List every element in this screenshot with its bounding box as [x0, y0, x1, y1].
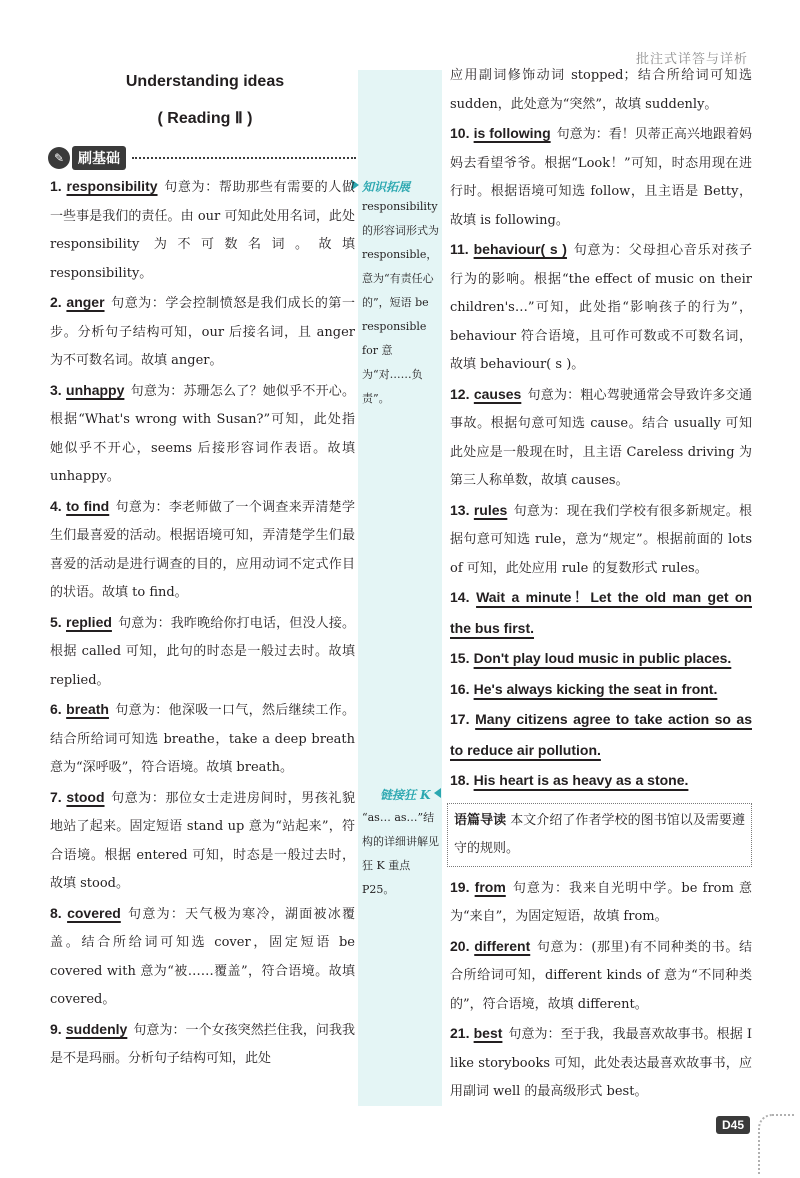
arrow-left-icon — [434, 788, 441, 798]
list-item — [50, 1015, 355, 1074]
item-explanation: 句意为：那位女士走进房间时，男孩礼貌地站了起来。固定短语 stand up 意为“站起来”，符合语境。根据 entered 可知，时态是一般过去时，故填 stood。 — [50, 790, 355, 891]
item-number: 18. — [450, 772, 470, 788]
page-number: D45 — [716, 1116, 750, 1134]
item-answer: different — [474, 937, 531, 954]
item-number: 20. — [450, 937, 470, 954]
item-number: 21. — [450, 1025, 470, 1041]
sentence-answer: He's always kicking the seat in front. — [473, 680, 718, 697]
sentence-answer: His heart is as heavy as a stone. — [473, 772, 689, 788]
item-number: 3. — [50, 381, 62, 398]
item-explanation: 句意为：看！贝蒂正高兴地跟着妈妈去看望爷爷。根据“Look！”可知，时态用现在进行时。根据语境可知选 follow，且主语是 Betty，故填 is following。 — [450, 127, 752, 228]
passage-guide — [447, 803, 752, 867]
item-explanation: 句意为：粗心驾驶通常会导致许多交通事故。根据句意可知选 cause。结合 usually 可知此处应是一般现在时，且主语 Careless driving 为第三人称单数，故填 causes。 — [450, 387, 752, 488]
item-answer: causes — [473, 385, 522, 402]
sentence-item — [450, 583, 752, 644]
sentence-answer: Don't play loud music in public places. — [473, 650, 732, 666]
sentence-item — [450, 766, 752, 797]
list-item — [450, 119, 752, 235]
item-explanation: 句意为：李老师做了一个调查来弄清楚学生们最喜爱的活动。根据语境可知，弄清楚学生们最喜爱的活动是进行调查的目的，应用动词不定式作目的状语。故填 to find。 — [50, 499, 355, 600]
section-label: 刷基础 — [72, 146, 126, 170]
item-answer: to find — [66, 497, 110, 514]
item-answer: suddenly — [65, 1020, 128, 1037]
list-item — [50, 376, 355, 492]
item-number: 8. — [50, 904, 62, 921]
page-title: Understanding ideas — [125, 73, 285, 90]
item-answer: from — [474, 878, 506, 895]
item-number: 6. — [50, 701, 62, 717]
left-column — [50, 172, 355, 1074]
item-answer: behaviour( s ) — [473, 241, 567, 257]
section-header — [48, 145, 356, 171]
header-tag: 批注式详答与详析 — [635, 52, 748, 67]
item-continuation: 应用副词修饰动词 stopped；结合所给词可知选 sudden，此处意为“突然”，故填 suddenly。 — [450, 68, 752, 112]
item-explanation: 句意为：天气极为寒冷，湖面被冰覆盖。结合所给词可知选 cover，固定短语 be covered with 意为“被……覆盖”，符合语境。故填 covered。 — [50, 906, 355, 1007]
item-number: 17. — [450, 711, 470, 727]
item-number: 7. — [50, 788, 62, 805]
item-number: 12. — [450, 385, 470, 402]
list-item — [450, 932, 752, 1020]
sentence-answer: Wait a minute！Let the old man get on the bus first. — [450, 589, 752, 636]
item-answer: unhappy — [66, 381, 125, 398]
note-label-link: 链接狂 K — [380, 788, 431, 802]
item-explanation: 句意为：父母担心音乐对孩子行为的影响。根据“the effect of music on their children's…”可知，此处指“影响孩子的行为”，behaviour 符合语境，且可作可数或不可数名词，故填 behaviour( s )。 — [450, 243, 752, 372]
item-answer: replied — [66, 613, 112, 630]
note-knowledge: responsibility 的形容词形式为 responsible，意为“有责任心的”，短语 be responsible for 意为“对……负责”。 — [362, 200, 439, 405]
item-number: 2. — [50, 294, 62, 310]
sentence-item — [450, 644, 752, 675]
list-item — [50, 172, 355, 288]
guide-label: 语篇导读 — [454, 812, 507, 828]
item-number: 15. — [450, 650, 470, 666]
item-explanation: 句意为：现在我们学校有很多新规定。根据句意可知选 rule，意为“规定”。根据前面的 lots of 可知，此处应用 rule 的复数形式 rules。 — [450, 503, 752, 576]
page-subtitle: ( Reading Ⅱ ) — [157, 110, 253, 127]
note-label-knowledge: 知识拓展 — [362, 180, 411, 194]
list-item — [50, 608, 355, 696]
list-item — [50, 695, 355, 783]
list-item — [450, 873, 752, 932]
list-item — [450, 380, 752, 496]
item-number: 13. — [450, 501, 470, 518]
list-item — [50, 899, 355, 1015]
sentence-item — [450, 705, 752, 766]
list-item — [50, 783, 355, 899]
item-number: 16. — [450, 680, 470, 697]
item-explanation: 句意为：苏珊怎么了？她似乎不开心。根据“What's wrong with Susan?”可知，此处指她似乎不开心，seems 后接形容词作表语。故填 unhappy。 — [50, 383, 355, 484]
section-divider — [132, 157, 356, 159]
guide-text: 本文介绍了作者学校的图书馆以及需要遵守的规则。 — [454, 812, 745, 856]
item-number: 14. — [450, 589, 470, 605]
item-answer: responsibility — [66, 178, 158, 194]
brush-icon: ✎ — [48, 147, 70, 169]
corner-decoration — [758, 1114, 794, 1174]
list-item — [450, 235, 752, 380]
item-explanation: 句意为：他深吸一口气，然后继续工作。结合所给词可知选 breathe，take a deep breath 意为“深呼吸”，符合语境。故填 breath。 — [50, 703, 355, 775]
item-number: 5. — [50, 613, 62, 630]
right-column — [450, 62, 752, 1107]
item-answer: stood — [66, 788, 105, 805]
item-answer: covered — [67, 904, 121, 921]
item-explanation: 句意为：学会控制愤怒是我们成长的第一步。分析句子结构可知，our 后接名词，且 anger 为不可数名词。故填 anger。 — [50, 296, 355, 368]
item-answer: breath — [66, 701, 109, 717]
item-explanation: 句意为：(那里)有不同种类的书。结合所给词可知，different kinds of 意为“不同种类的”，符合语境，故填 different。 — [450, 939, 752, 1012]
item-explanation: 句意为：一个女孩突然拦住我，问我我是不是玛丽。分析句子结构可知，此处 — [50, 1022, 355, 1066]
item-explanation: 句意为：我来自光明中学。be from 意为“来自”，为固定短语，故填 from。 — [450, 880, 752, 924]
sentence-answer: Many citizens agree to take action so as to reduce air pollution. — [450, 711, 752, 758]
item-number: 9. — [50, 1020, 62, 1037]
item-number: 1. — [50, 178, 62, 194]
item-explanation: 句意为：帮助那些有需要的人做一些事是我们的责任。由 our 可知此处用名词，此处 responsibility 为不可数名词。故填 responsibility。 — [50, 180, 355, 281]
item-number: 10. — [450, 125, 470, 141]
list-item — [50, 492, 355, 608]
item-number: 19. — [450, 878, 470, 895]
item-number: 4. — [50, 497, 62, 514]
item-answer: is following — [473, 125, 551, 141]
sidebar-notes — [358, 70, 442, 1106]
item-number: 11. — [450, 241, 469, 257]
item-explanation: 句意为：我昨晚给你打电话，但没人接。根据 called 可知，此句的时态是一般过去时。故填 replied。 — [50, 615, 355, 688]
item-explanation: 句意为：至于我，我最喜欢故事书。根据 I like storybooks 可知，此处表达最喜欢故事书，应用副词 well 的最高级形式 best。 — [450, 1027, 752, 1099]
list-item — [450, 496, 752, 584]
item-answer: best — [473, 1025, 503, 1041]
list-item — [50, 288, 355, 376]
item-answer: rules — [473, 501, 508, 518]
item-answer: anger — [66, 294, 105, 310]
list-item — [450, 1019, 752, 1107]
sentence-item — [450, 675, 752, 706]
note-link: “as… as…”结构的详细讲解见狂 K 重点 P25。 — [362, 811, 439, 896]
